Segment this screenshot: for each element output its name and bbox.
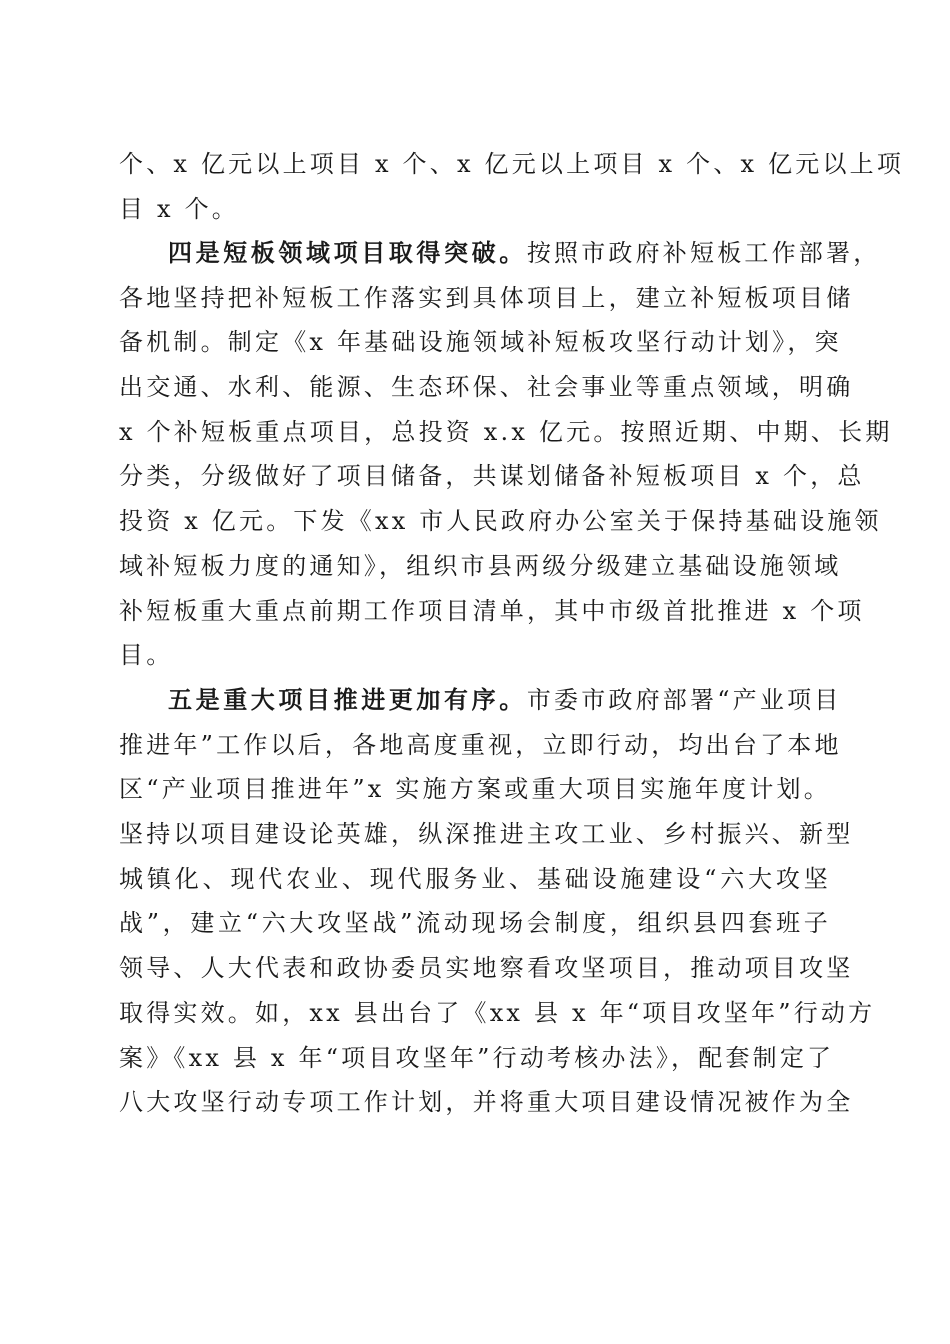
text-line: 各地坚持把补短板工作落实到具体项目上，建立补短板项目储 — [119, 283, 854, 312]
text-line: 补短板重大重点前期工作项目清单，其中市级首批推进 x 个项 — [119, 596, 865, 625]
paragraph-first-line-text: 市委市政府部署“产业项目 — [526, 686, 842, 714]
text-line: 出交通、水利、能源、生态环保、社会事业等重点领域，明确 — [119, 373, 854, 402]
paragraph-first-line — [119, 678, 842, 723]
text-line: 战”，建立“六大攻坚战”流动现场会制度，组织县四套班子 — [119, 909, 831, 938]
text-line: 取得实效。如，xx 县出台了《xx 县 x 年“项目攻坚年”行动方 — [119, 998, 876, 1027]
text-line: 目。 — [119, 641, 174, 670]
text-line: 八大攻坚行动专项工作计划，并将重大项目建设情况被作为全 — [119, 1088, 854, 1117]
paragraph-heading: 四是短板领域项目取得突破。 — [168, 239, 527, 267]
text-line: 领导、人大代表和政协委员实地察看攻坚项目，推动项目攻坚 — [119, 954, 854, 983]
text-line: 案》《xx 县 x 年“项目攻坚年”行动考核办法》，配套制定了 — [119, 1043, 835, 1072]
text-line: 区“产业项目推进年”x 实施方案或重大项目实施年度计划。 — [119, 775, 831, 804]
paragraph-heading: 五是重大项目推进更加有序。 — [168, 686, 527, 714]
paragraph-continuation — [119, 142, 905, 231]
text-line: 备机制。制定《x 年基础设施领域补短板攻坚行动计划》，突 — [119, 328, 842, 357]
paragraph-first-line-text: 按照市政府补短板工作部署， — [526, 239, 881, 267]
text-line: 坚持以项目建设论英雄，纵深推进主攻工业、乡村振兴、新型 — [119, 820, 854, 849]
text-line: 分类，分级做好了项目储备，共谋划储备补短板项目 x 个，总 — [119, 462, 865, 491]
paragraph-first-line — [119, 231, 881, 276]
text-line: 目 x 个。 — [119, 194, 239, 223]
paragraph-shortboard-projects — [119, 231, 893, 678]
text-line: 城镇化、现代农业、现代服务业、基础设施建设“六大攻坚 — [119, 864, 831, 893]
text-line: 投资 x 亿元。下发《xx 市人民政府办公室关于保持基础设施领 — [119, 507, 882, 536]
text-line: 个、x 亿元以上项目 x 个、x 亿元以上项目 x 个、x 亿元以上项 — [119, 150, 905, 178]
text-line: 推进年”工作以后，各地高度重视，立即行动，均出台了本地 — [119, 730, 842, 759]
paragraph-major-projects — [119, 678, 876, 1125]
text-line: 域补短板力度的通知》，组织市县两级分级建立基础设施领域 — [119, 551, 842, 580]
text-line: x 个补短板重点项目，总投资 x.x 亿元。按照近期、中期、长期 — [119, 417, 893, 446]
